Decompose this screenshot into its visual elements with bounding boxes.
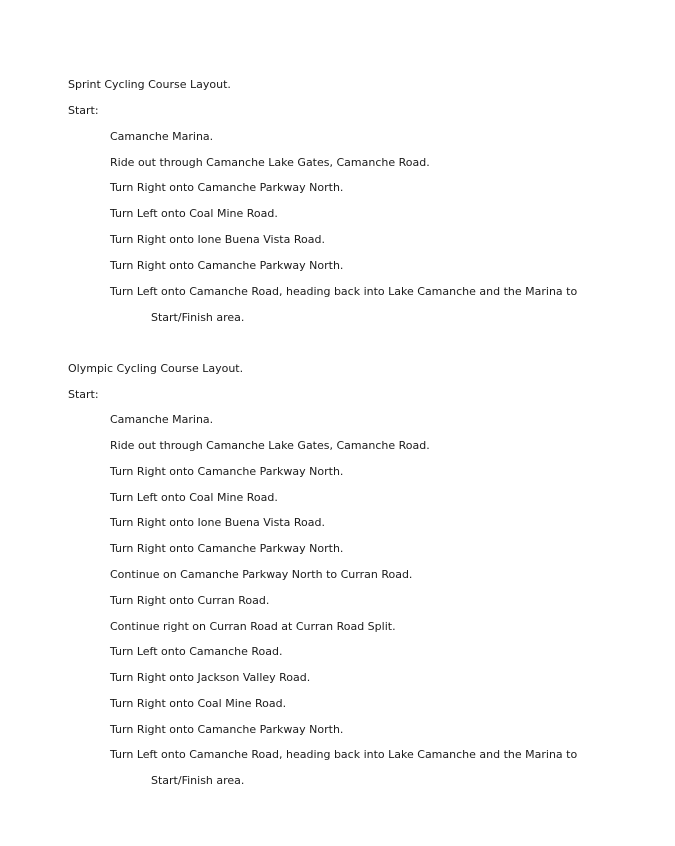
sprint-step-7-continuation: Start/Finish area. [151, 311, 245, 324]
olympic-step-14-continuation: Start/Finish area. [151, 774, 245, 787]
sprint-step-1: Camanche Marina. [110, 130, 214, 143]
olympic-step-8: Turn Right onto Curran Road. [110, 594, 270, 607]
olympic-step-7: Continue on Camanche Parkway North to Curran Road. [110, 568, 413, 581]
olympic-step-11: Turn Right onto Jackson Valley Road. [110, 671, 311, 684]
olympic-step-3: Turn Right onto Camanche Parkway North. [110, 465, 344, 478]
olympic-step-13: Turn Right onto Camanche Parkway North. [110, 723, 344, 736]
sprint-start-label: Start: [68, 104, 99, 117]
olympic-heading: Olympic Cycling Course Layout. [68, 362, 244, 375]
olympic-start-label: Start: [68, 388, 99, 401]
olympic-step-2: Ride out through Camanche Lake Gates, Camanche Road. [110, 439, 430, 452]
sprint-step-6: Turn Right onto Camanche Parkway North. [110, 259, 344, 272]
olympic-step-14: Turn Left onto Camanche Road, heading back into Lake Camanche and the Marina to [110, 748, 578, 761]
sprint-step-3: Turn Right onto Camanche Parkway North. [110, 181, 344, 194]
olympic-step-9: Continue right on Curran Road at Curran Road Split. [110, 620, 396, 633]
sprint-step-5: Turn Right onto Ione Buena Vista Road. [110, 233, 325, 246]
olympic-step-5: Turn Right onto Ione Buena Vista Road. [110, 516, 325, 529]
sprint-heading: Sprint Cycling Course Layout. [68, 78, 231, 91]
olympic-step-4: Turn Left onto Coal Mine Road. [110, 491, 278, 504]
olympic-step-6: Turn Right onto Camanche Parkway North. [110, 542, 344, 555]
sprint-step-4: Turn Left onto Coal Mine Road. [110, 207, 278, 220]
olympic-step-1: Camanche Marina. [110, 413, 214, 426]
sprint-step-2: Ride out through Camanche Lake Gates, Camanche Road. [110, 156, 430, 169]
sprint-step-7: Turn Left onto Camanche Road, heading back into Lake Camanche and the Marina to [110, 285, 578, 298]
olympic-step-10: Turn Left onto Camanche Road. [110, 645, 283, 658]
olympic-step-12: Turn Right onto Coal Mine Road. [110, 697, 287, 710]
